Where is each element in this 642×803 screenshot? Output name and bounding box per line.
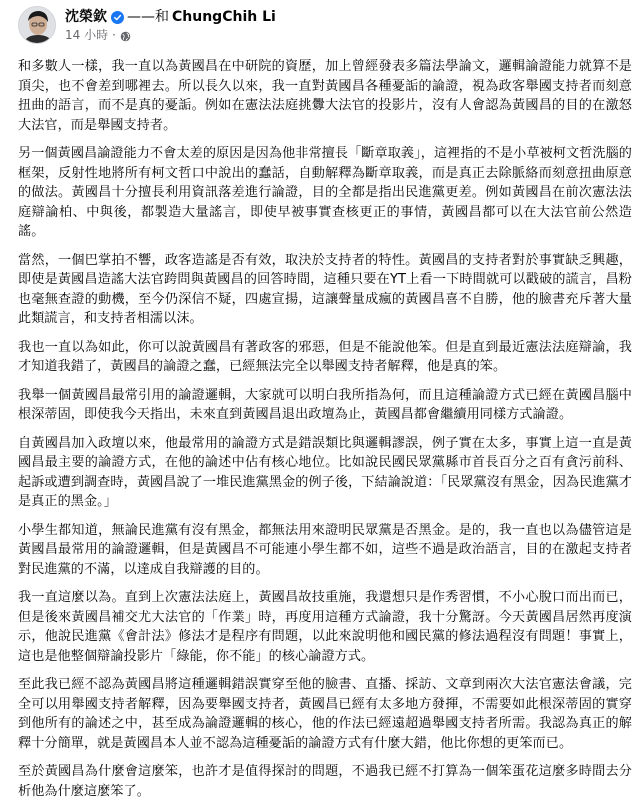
globe-icon [120, 30, 131, 41]
post-paragraph: 當然，一個巴掌拍不響，政客造謠是否有效，取決於支持者的特性。黃國昌的支持者對於事實缺乏興趣，即使是黃國昌造謠大法官跨問與黃國昌的回答時間，這種只要在YT上看一下時間就可以戳破的謊言，昌粉也毫無查證的動機，至今仍深信不疑，四處宣揚，這讓聲量成瘋的黃國昌喜不自勝，他的臉書充斥著大量此類謊言，和支持者相濡以沫。 [18, 252, 632, 326]
avatar-portrait [19, 7, 56, 44]
separator-dot: · [112, 28, 116, 42]
post-meta [65, 6, 276, 43]
coauthor-name[interactable]: ChungChih Li [172, 9, 276, 25]
post-paragraph: 自黃國昌加入政壇以來，他最常用的論證方式是錯誤類比與邏輯謬誤，例子實在太多，事實上這一直是黃國昌最主要的論證方式，在他的論述中佔有核心地位。比如說民國民眾黨縣市首長百分之百有貪污前科、起訴或遭到調查時，黃國昌說了一堆民進黨黑金的例子後，下結論說道：「民眾黨沒有黑金，因為民進黨才是真正的黑金。」 [18, 435, 632, 509]
post-body [18, 57, 632, 801]
verified-badge-icon [111, 11, 124, 24]
post-paragraph: 至此我已經不認為黃國昌將這種邏輯錯誤實穿至他的臉書、直播、採訪、文章到兩次大法官憲法會議，完全可以用舉國支持者解釋，因為要舉國支持者，黃國昌已經有太多地方發揮，不需要如此根深蒂固的實穿到他所有的論述之中，甚至成為論證邏輯的核心，他的作法已經遠超過舉國支持者所需。我認為真正的解釋十分簡單，就是黃國昌本人並不認為這種憂詬的論證方式有什麼大錯，他比你想的更笨而已。 [18, 677, 632, 751]
author-avatar[interactable] [18, 6, 56, 44]
post-time-line [65, 27, 276, 43]
post-paragraph: 至於黃國昌為什麼會這麼笨，也許才是值得探討的問題，不過我已經不打算為一個笨蛋花這麼多時間去分析他為什麼這麼笨了。 [18, 764, 632, 799]
post-timestamp[interactable]: 14 小時 [65, 28, 109, 42]
post-paragraph: 我也一直以為如此，你可以說黃國昌有著政客的邪惡，但是不能說他笨。但是直到最近憲法法庭辯論，我才知道我錯了，黃國昌的論證之蠢，已經無法完全以舉國支持者解釋，他是真的笨。 [18, 339, 632, 374]
author-name[interactable]: 沈榮欽 [65, 9, 107, 25]
post-paragraph: 和多數人一樣，我一直以為黃國昌在中研院的資歷，加上曾經發表多篇法學論文，邏輯論證能力就算不是頂尖，也不會差到哪裡去。所以長久以來，我一直對黃國昌各種憂詬的論證，視為政客舉國支持者而刻意扭曲的語言，而不是真的憂詬。例如在憲法法庭挑釁大法官的投影片，沒有人會認為黃國昌的目的在激怒大法官，而是舉國支持者。 [18, 59, 632, 133]
post-paragraph: 我一直這麼以為。直到上次憲法法庭上，黃國昌故技重施，我還想只是作秀習慣，不小心脫口而出而已，但是後來黃國昌補交尤大法官的「作業」時，再度用這種方式論證，我十分驚訝。今天黃國昌居然再度演示，他說民進黨《會計法》修法才是程序有問題，以此來說明他和國民黨的修法過程沒有問題！事實上，這也是他整個辯論投影片「綠能，你不能」的核心論證方式。 [18, 590, 632, 664]
author-line [65, 8, 276, 26]
post-header [18, 6, 632, 52]
post-paragraph: 我舉一個黃國昌最常引用的論證邏輯，大家就可以明白我所指為何，而且這種論證方式已經在黃國昌腦中根深蒂固，即使我今天指出，未來直到黃國昌退出政壇為止，黃國昌都會繼續用同樣方式論證。 [18, 387, 632, 422]
post-paragraph: 另一個黃國昌論證能力不會太差的原因是因為他非常擅長「斷章取義」，這裡指的不是小草被柯文哲洗腦的框架，反射性地將所有柯文哲口中說出的蠢話，自動解釋為斷章取義，而是真正去除脈絡而刻意扭曲原意的做法。黃國昌十分擅長利用資訊落差進行論證，目的全都是指出民進黨更差。例如黃國昌在前次憲法法庭辯論柏、中與後，都製造大量謠言，即使早被事實查核更正的事情，黃國昌都可以在大法官前公然造謠。 [18, 146, 632, 239]
coauthor-connector: ——和 [127, 9, 169, 25]
post-paragraph: 小學生都知道，無論民進黨有沒有黑金，都無法用來證明民眾黨是否黑金。是的，我一直也以為儘管這是黃國昌最常用的論證邏輯，但是黃國昌不可能連小學生都不如，這些不過是政治語言，目的在激起支持者對民進黨的不滿，以達成自我辯護的目的。 [18, 522, 632, 577]
